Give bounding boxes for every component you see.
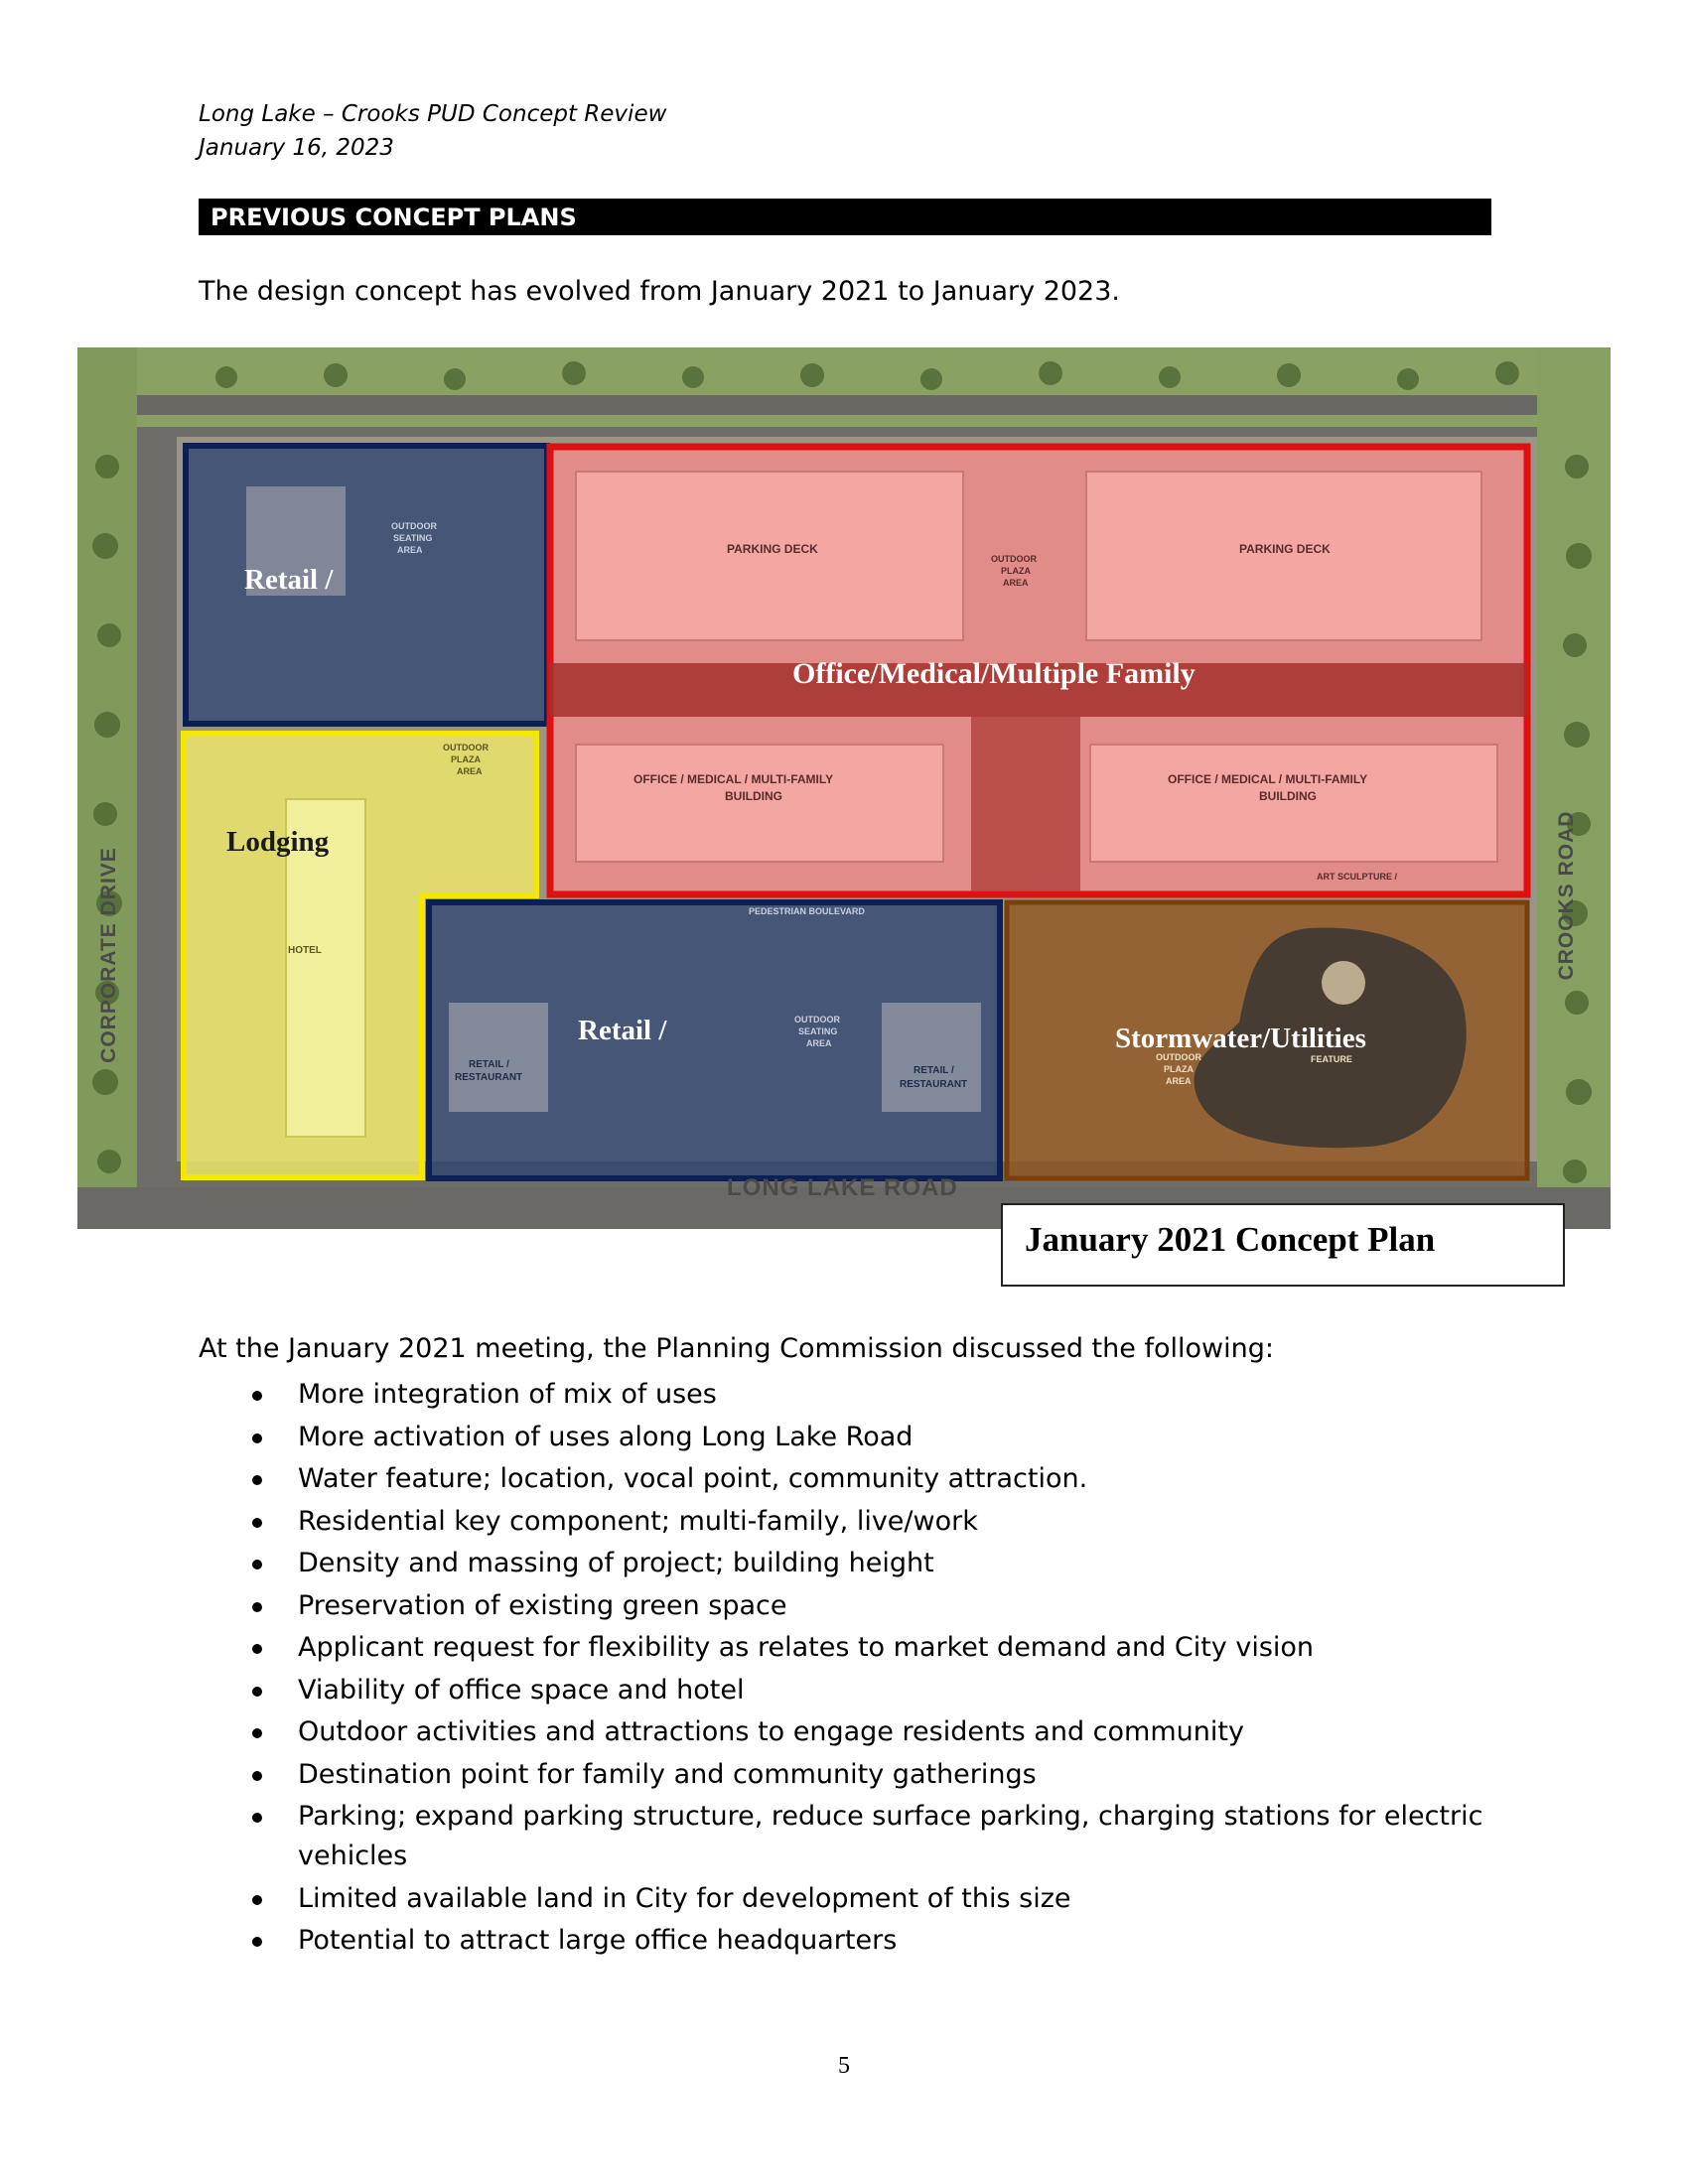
discussion-lead: At the January 2021 meeting, the Planning Commission discussed the following: xyxy=(199,1333,1274,1364)
header-date: January 16, 2023 xyxy=(199,135,394,161)
label-parking-deck-right: PARKING DECK xyxy=(1239,542,1331,556)
label-outdoor-plaza-storm-2: PLAZA xyxy=(1164,1064,1194,1074)
label-retail-restaurant-right-1: RETAIL / xyxy=(914,1065,954,1076)
label-feature: FEATURE xyxy=(1311,1054,1352,1064)
zone-label-stormwater: Stormwater/Utilities xyxy=(1115,1023,1366,1054)
label-outdoor-plaza-storm-1: OUTDOOR xyxy=(1156,1052,1201,1062)
concept-plan-map xyxy=(77,347,1611,1229)
label-outdoor-plaza-center-1: OUTDOOR xyxy=(991,554,1037,564)
list-item: Density and massing of project; building height xyxy=(199,1544,1509,1583)
intro-paragraph: The design concept has evolved from January 2021 to January 2023. xyxy=(199,276,1120,307)
label-office-building-left-1: OFFICE / MEDICAL / MULTI-FAMILY xyxy=(633,772,834,786)
retail-restaurant-left-building xyxy=(449,1003,548,1112)
label-outdoor-seating-1: OUTDOOR xyxy=(794,1015,840,1024)
section-title-bar: PREVIOUS CONCEPT PLANS xyxy=(199,199,1491,235)
list-item: Parking; expand parking structure, reduce surface parking, charging stations for electric vehicles xyxy=(199,1797,1509,1876)
office-center-path xyxy=(971,717,1080,891)
list-item: Residential key component; multi-family, live/work xyxy=(199,1502,1509,1542)
label-crooks-road: CROOKS ROAD xyxy=(1555,810,1578,981)
list-item: Potential to attract large office headquarters xyxy=(199,1921,1509,1961)
label-office-building-right-2: BUILDING xyxy=(1259,789,1317,803)
label-art-sculpture: ART SCULPTURE / xyxy=(1317,872,1397,882)
list-item: More activation of uses along Long Lake Road xyxy=(199,1418,1509,1457)
list-item: Viability of office space and hotel xyxy=(199,1671,1509,1710)
label-outdoor-seating-3: AREA xyxy=(806,1038,832,1048)
road-top xyxy=(77,395,1611,415)
list-item: More integration of mix of uses xyxy=(199,1375,1509,1415)
label-office-building-left-2: BUILDING xyxy=(725,789,782,803)
label-outdoor-seating-top-1: OUTDOOR xyxy=(391,521,437,531)
label-long-lake-road: LONG LAKE ROAD xyxy=(727,1174,958,1201)
site-plan-svg xyxy=(77,347,1611,1229)
office-building-left xyxy=(576,745,943,862)
label-parking-deck-left: PARKING DECK xyxy=(727,542,818,556)
list-item: Applicant request for flexibility as relates to market demand and City vision xyxy=(199,1628,1509,1668)
zone-label-lodging: Lodging xyxy=(226,826,330,858)
map-caption-box: January 2021 Concept Plan xyxy=(1001,1203,1565,1287)
label-retail-restaurant-left-1: RETAIL / xyxy=(469,1059,509,1070)
label-hotel: HOTEL xyxy=(288,945,322,956)
label-outdoor-plaza-lodging-2: PLAZA xyxy=(451,754,481,764)
list-item: Outdoor activities and attractions to engage residents and community xyxy=(199,1712,1509,1752)
label-retail-restaurant-right-2: RESTAURANT xyxy=(900,1079,968,1090)
zone-label-retail-bottom: Retail / xyxy=(578,1015,667,1046)
list-item: Preservation of existing green space xyxy=(199,1586,1509,1626)
zone-retail-top xyxy=(186,446,547,724)
label-outdoor-seating-top-2: SEATING xyxy=(393,533,433,543)
discussion-list xyxy=(199,1375,1509,1964)
zone-label-retail-top: Retail / xyxy=(244,564,334,596)
office-building-right xyxy=(1090,745,1497,862)
page-number: 5 xyxy=(838,2053,850,2079)
parking-deck-left xyxy=(576,472,963,640)
grass-left xyxy=(77,347,137,1229)
parking-deck-right xyxy=(1086,472,1481,640)
label-pedestrian-boulevard: PEDESTRIAN BOULEVARD xyxy=(749,906,865,916)
label-office-building-right-1: OFFICE / MEDICAL / MULTI-FAMILY xyxy=(1168,772,1368,786)
list-item: Limited available land in City for development of this size xyxy=(199,1879,1509,1919)
label-outdoor-plaza-center-3: AREA xyxy=(1003,578,1029,588)
retail-restaurant-right-building xyxy=(882,1003,981,1112)
label-outdoor-plaza-lodging-3: AREA xyxy=(457,766,483,776)
fountain xyxy=(1322,961,1365,1005)
label-outdoor-seating-top-3: AREA xyxy=(397,545,423,555)
list-item: Water feature; location, vocal point, community attraction. xyxy=(199,1459,1509,1499)
label-retail-restaurant-left-2: RESTAURANT xyxy=(455,1072,523,1083)
zone-label-office: Office/Medical/Multiple Family xyxy=(792,657,1196,690)
label-outdoor-seating-2: SEATING xyxy=(798,1026,838,1036)
label-outdoor-plaza-center-2: PLAZA xyxy=(1001,566,1031,576)
list-item: Destination point for family and community gatherings xyxy=(199,1755,1509,1795)
label-outdoor-plaza-lodging-1: OUTDOOR xyxy=(443,743,489,752)
label-corporate-drive: CORPORATE DRIVE xyxy=(97,847,120,1063)
label-outdoor-plaza-storm-3: AREA xyxy=(1166,1076,1192,1086)
header-project-title: Long Lake – Crooks PUD Concept Review xyxy=(199,101,667,127)
